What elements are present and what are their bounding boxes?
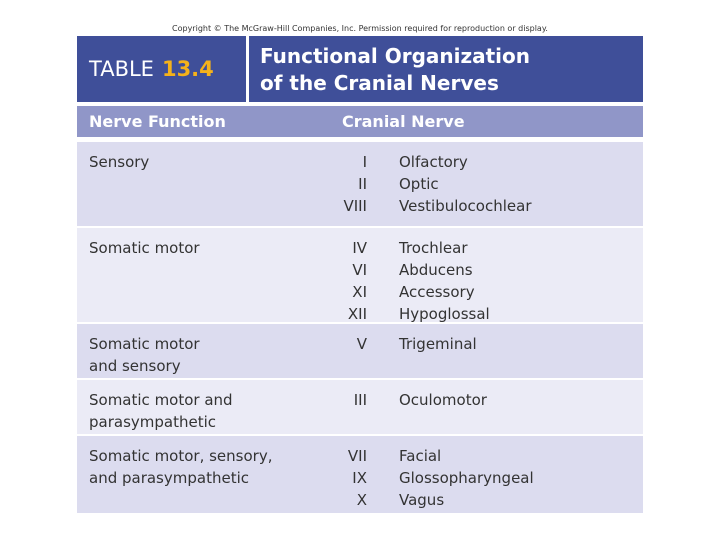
nerve-name: Facial — [399, 447, 442, 465]
nerve-numeral-cell — [317, 151, 367, 217]
header-nerve-function: Nerve Function — [89, 112, 226, 131]
nerve-function-text: Sensory — [89, 153, 150, 171]
nerve-name-cell — [399, 333, 639, 355]
table-title-bar — [77, 36, 643, 102]
table-row — [77, 380, 643, 434]
nerve-name: Accessory — [399, 283, 475, 301]
nerve-numeral: XI — [352, 283, 367, 301]
nerve-name: Vestibulocochlear — [399, 197, 532, 215]
nerve-numeral: V — [356, 335, 367, 353]
title-divider — [246, 36, 249, 102]
nerve-numeral: X — [356, 491, 367, 509]
nerve-name: Glossopharyngeal — [399, 469, 534, 487]
table-label — [77, 36, 245, 102]
nerve-numeral: VII — [347, 447, 367, 465]
nerve-function-text: Somatic motor and — [89, 391, 233, 409]
nerve-name-cell — [399, 445, 639, 511]
nerve-function-cell — [89, 389, 289, 433]
nerve-function-cell — [89, 445, 289, 489]
nerve-numeral: XII — [347, 305, 367, 323]
nerve-numeral: III — [353, 391, 367, 409]
nerve-name-cell — [399, 389, 639, 411]
nerve-numeral: VIII — [343, 197, 367, 215]
table-title-line-2: of the Cranial Nerves — [260, 71, 499, 95]
table-header-row — [77, 106, 643, 137]
nerve-function-text: and sensory — [89, 357, 181, 375]
table-number: 13.4 — [161, 57, 214, 81]
table-title-line-1: Functional Organization — [260, 44, 531, 68]
nerve-function-cell — [89, 333, 289, 377]
cranial-nerves-table — [77, 36, 643, 513]
nerve-numeral: IV — [352, 239, 367, 257]
table-row — [77, 436, 643, 513]
nerve-function-text: and parasympathetic — [89, 469, 249, 487]
nerve-numeral: I — [362, 153, 367, 171]
nerve-numeral-cell — [317, 237, 367, 325]
nerve-name: Hypoglossal — [399, 305, 490, 323]
table-row — [77, 228, 643, 322]
nerve-name: Vagus — [399, 491, 445, 509]
nerve-numeral: IX — [352, 469, 367, 487]
nerve-numeral: II — [358, 175, 367, 193]
nerve-function-text: Somatic motor — [89, 239, 200, 257]
table-row — [77, 142, 643, 226]
nerve-name: Oculomotor — [399, 391, 487, 409]
nerve-name-cell — [399, 151, 639, 217]
nerve-function-text: Somatic motor, sensory, — [89, 447, 273, 465]
nerve-function-cell — [89, 151, 289, 173]
nerve-function-cell — [89, 237, 289, 259]
table-row — [77, 324, 643, 378]
copyright-notice: Copyright © The McGraw-Hill Companies, Inc. Permission required for reproduction or display. — [172, 24, 548, 33]
nerve-name: Trigeminal — [399, 335, 477, 353]
nerve-numeral-cell — [317, 333, 367, 355]
nerve-numeral-cell — [317, 389, 367, 411]
table-title — [260, 43, 640, 97]
nerve-name: Trochlear — [399, 239, 468, 257]
nerve-function-text: Somatic motor — [89, 335, 200, 353]
nerve-name-cell — [399, 237, 639, 325]
nerve-numeral-cell — [317, 445, 367, 511]
nerve-name: Optic — [399, 175, 439, 193]
nerve-name: Olfactory — [399, 153, 468, 171]
nerve-name: Abducens — [399, 261, 473, 279]
table-label-word: TABLE — [89, 57, 154, 81]
nerve-numeral: VI — [352, 261, 367, 279]
header-cranial-nerve: Cranial Nerve — [342, 112, 465, 131]
nerve-function-text: parasympathetic — [89, 413, 217, 431]
